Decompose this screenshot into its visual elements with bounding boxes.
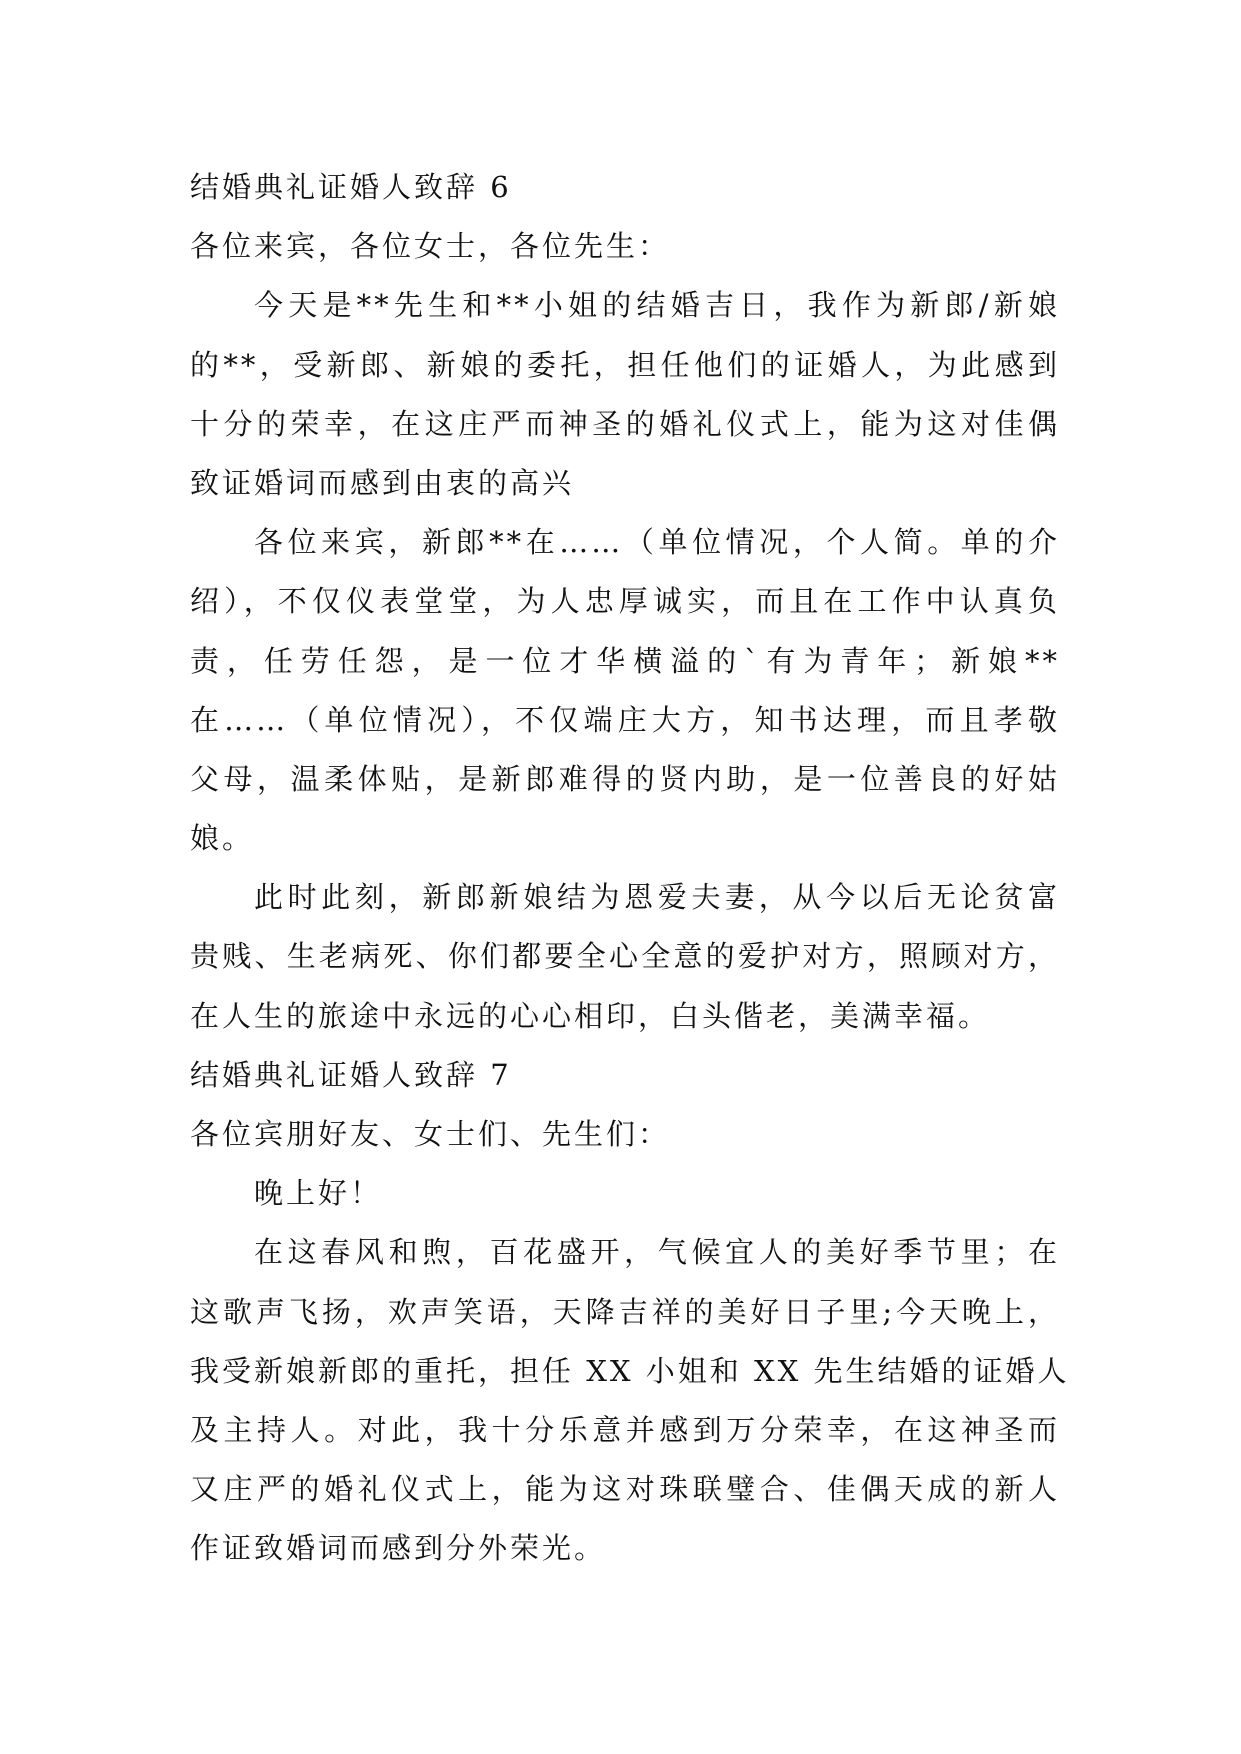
section-title: 结婚典礼证婚人致辞 6 (190, 170, 512, 204)
paragraph-line: 此时此刻，新郎新娘结为恩爱夫妻，从今以后无论贫富 (254, 880, 1060, 915)
paragraph-line: 致证婚词而感到由衷的高兴 (190, 465, 575, 500)
paragraph (190, 276, 1060, 513)
paragraph-line: 父母，温柔体贴，是新郎难得的贤内助，是一位善良的好姑 (190, 761, 1060, 796)
paragraph-line: 又庄严的婚礼仪式上，能为这对珠联璧合、佳偶天成的新人 (190, 1472, 1060, 1507)
paragraph-line: 我受新娘新郎的重托，担任 XX 小姐和 XX 先生结婚的证婚人 (190, 1353, 1070, 1388)
paragraph (190, 868, 1060, 1046)
section-6 (190, 158, 1060, 1046)
section-7 (190, 1046, 1070, 1579)
paragraph-line: 在这春风和煦，百花盛开，气候宜人的美好季节里；在 (254, 1235, 1060, 1270)
paragraph-line: 贵贱、生老病死、你们都要全心全意的爱护对方，照顾对方， (190, 939, 1060, 974)
paragraph-line: 绍），不仅仪表堂堂，为人忠厚诚实，而且在工作中认真负 (190, 584, 1060, 619)
opening-line: 晚上好！ (254, 1176, 383, 1211)
paragraph-line: 在……（单位情况），不仅端庄大方，知书达理，而且孝敬 (190, 702, 1060, 737)
paragraph-line: 在人生的旅途中永远的心心相印，白头偕老，美满幸福。 (190, 998, 991, 1033)
paragraph-line: 各位来宾，新郎**在……（单位情况，个人简。单的介 (254, 525, 1060, 560)
greeting: 各位来宾，各位女士，各位先生： (190, 229, 671, 264)
paragraph-line: 这歌声飞扬，欢声笑语，天降吉祥的美好日子里;今天晚上， (190, 1294, 1060, 1329)
paragraph-line: 十分的荣幸，在这庄严而神圣的婚礼仪式上，能为这对佳偶 (190, 406, 1060, 441)
paragraph-line: 娘。 (190, 821, 255, 856)
document-body (190, 158, 1070, 1579)
paragraph-line: 责，任劳任怨，是一位才华横溢的`有为青年；新娘** (190, 643, 1060, 678)
paragraph (190, 513, 1060, 868)
paragraph-line: 作证致婚词而感到分外荣光。 (190, 1531, 607, 1566)
paragraph-line: 及主持人。对此，我十分乐意并感到万分荣幸，在这神圣而 (190, 1412, 1060, 1447)
section-title: 结婚典礼证婚人致辞 7 (190, 1057, 512, 1092)
paragraph-line: 的**，受新郎、新娘的委托，担任他们的证婚人，为此感到 (190, 347, 1060, 382)
paragraph (190, 1223, 1070, 1578)
greeting: 各位宾朋好友、女士们、先生们： (190, 1117, 671, 1151)
paragraph-line: 今天是**先生和**小姐的结婚吉日，我作为新郎/新娘 (254, 288, 1060, 323)
